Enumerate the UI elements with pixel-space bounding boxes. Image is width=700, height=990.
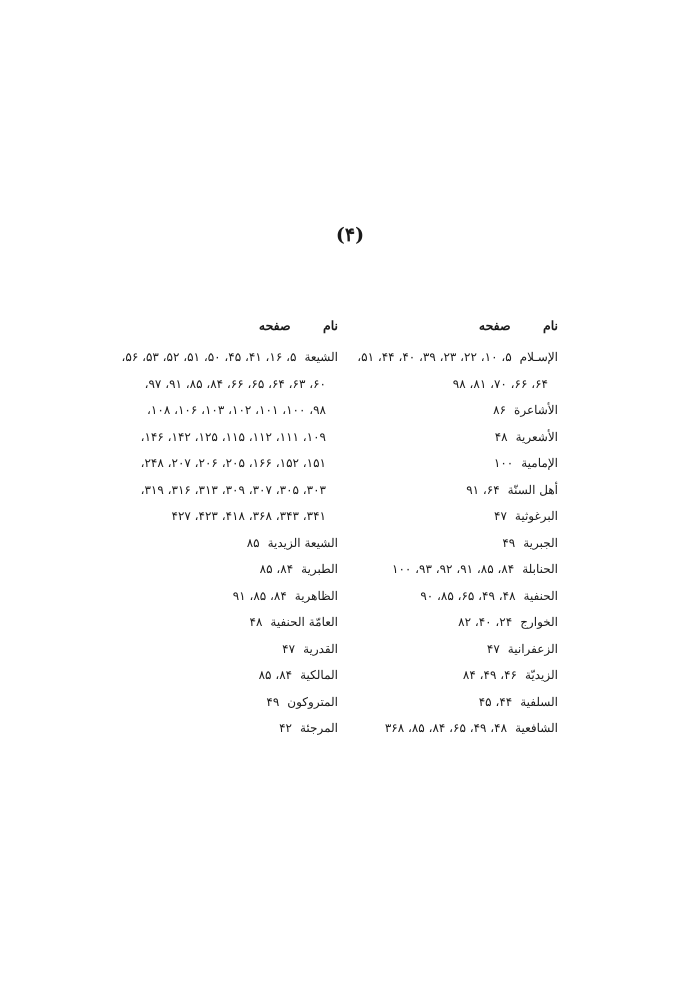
entry-pages: ۶۰، ۶۳، ۶۴، ۶۵، ۶۶، ۸۴، ۸۵، ۹۱، ۹۷، — [144, 376, 326, 391]
index-entry — [128, 636, 338, 663]
entry-pages: ۸۴، ۸۵ — [258, 668, 293, 682]
entry-term: الإسـلام — [519, 350, 558, 364]
entry-term: الظاهرية — [294, 588, 338, 603]
index-entry — [328, 477, 558, 504]
entry-pages: ۴۷ — [494, 509, 507, 523]
index-entry — [128, 530, 338, 557]
entry-pages: ۸۴، ۸۵، ۹۱، ۹۲، ۹۳، ۱۰۰ — [392, 562, 515, 576]
entry-term: الجبرية — [523, 535, 558, 550]
index-column-right — [328, 318, 558, 742]
entry-pages: ۴۶، ۴۹، ۸۴ — [462, 668, 517, 682]
entry-pages: ۵، ۱۶، ۴۱، ۴۵، ۵۰، ۵۱، ۵۲، ۵۳، ۵۶، — [121, 350, 297, 364]
entry-pages: ۸۴، ۸۵ — [259, 562, 294, 576]
header-name: نام — [322, 318, 338, 333]
index-entry-continuation — [128, 503, 338, 530]
entry-pages: ۸۴، ۸۵، ۹۱ — [232, 588, 287, 603]
index-entry — [328, 344, 558, 371]
entry-term: الأشاعرة — [514, 403, 558, 417]
entry-pages: ۳۰۳، ۳۰۵، ۳۰۷، ۳۰۹، ۳۱۳، ۳۱۶، ۳۱۹، — [140, 482, 326, 497]
entry-pages: ۴۷ — [486, 641, 500, 656]
index-entry — [128, 689, 338, 716]
entry-pages: ۳۴۱، ۳۴۳، ۳۶۸، ۴۱۸، ۴۲۳، ۴۲۷ — [171, 509, 326, 523]
entry-pages: ۴۴، ۴۵ — [478, 694, 513, 709]
index-entries — [121, 344, 338, 742]
index-entries — [328, 344, 558, 742]
entry-pages: ۴۲ — [279, 721, 292, 735]
index-entry-continuation — [128, 424, 338, 451]
entry-term: المالكية — [300, 668, 338, 682]
entry-term: البرغوثية — [514, 509, 558, 523]
entry-term: العامّة الحنفية — [270, 615, 338, 629]
entry-pages: ۶۴، ۹۱ — [466, 482, 500, 497]
page-number: (۴) — [335, 224, 365, 246]
entry-term: الزعفرانية — [507, 641, 558, 656]
entry-pages: ۸۵ — [246, 535, 260, 550]
index-entry-continuation — [128, 450, 338, 477]
index-entry-continuation — [128, 477, 338, 504]
index-entry — [328, 636, 558, 663]
index-entry — [328, 689, 558, 716]
entry-pages: ۸۶ — [493, 403, 507, 417]
entry-term: الحنابلة — [522, 562, 558, 576]
index-entry — [328, 424, 558, 451]
index-entry — [328, 715, 558, 742]
index-entry-continuation — [128, 397, 338, 424]
entry-pages: ۴۸ — [249, 615, 263, 629]
entry-term: الزيديّة — [524, 668, 558, 682]
entry-term: الشافعية — [515, 721, 558, 735]
index-entry — [121, 344, 338, 371]
entry-term: السلفية — [520, 694, 558, 709]
entry-pages: ۴۹ — [502, 535, 516, 550]
index-entry — [128, 662, 338, 689]
entry-pages: ۴۷ — [282, 641, 296, 656]
index-entry — [128, 715, 338, 742]
index-entry — [128, 609, 338, 636]
entry-term: الإمامية — [521, 456, 558, 470]
entry-pages: ۴۹ — [266, 694, 280, 709]
entry-term: المتروكون — [287, 694, 338, 709]
column-header — [128, 318, 338, 340]
entry-pages: ۹۸، ۱۰۰، ۱۰۱، ۱۰۲، ۱۰۳، ۱۰۶، ۱۰۸، — [147, 403, 326, 417]
entry-pages: ۱۵۱، ۱۵۲، ۱۶۶، ۲۰۵، ۲۰۶، ۲۰۷، ۲۴۸، — [140, 456, 326, 470]
entry-pages: ۴۸، ۴۹، ۶۵، ۸۴، ۸۵، ۳۶۸ — [384, 721, 508, 735]
entry-pages: ۶۴، ۶۶، ۷۰، ۸۱، ۹۸ — [452, 376, 548, 391]
header-page: صفحه — [478, 318, 511, 333]
entry-term: الشيعة — [304, 350, 338, 364]
index-entry — [128, 583, 338, 610]
entry-pages: ۲۴، ۴۰، ۸۲ — [458, 615, 513, 629]
entry-pages: ۴۸، ۴۹، ۶۵، ۸۵، ۹۰ — [420, 588, 516, 603]
entry-pages: ۱۰۹، ۱۱۱، ۱۱۲، ۱۱۵، ۱۲۵، ۱۴۲، ۱۴۶، — [140, 429, 326, 444]
index-entry — [328, 530, 558, 557]
index-entry-continuation — [328, 371, 558, 398]
index-entry — [328, 556, 558, 583]
entry-term: المرجئة — [299, 721, 338, 735]
entry-term: الخوارج — [520, 615, 558, 629]
header-name: نام — [542, 318, 558, 333]
index-entry — [128, 556, 338, 583]
index-entry — [328, 503, 558, 530]
index-entry-continuation — [128, 371, 338, 398]
header-page: صفحه — [258, 318, 291, 333]
entry-term: الأشعرية — [515, 429, 558, 444]
entry-pages: ۱۰۰ — [493, 456, 514, 470]
entry-term: القدرية — [303, 641, 338, 656]
entry-term: الطبرية — [301, 562, 338, 576]
index-entry — [328, 450, 558, 477]
entry-term: الحنفية — [523, 588, 558, 603]
entry-pages: ۵، ۱۰، ۲۲، ۲۳، ۳۹، ۴۰، ۴۴، ۵۱، — [357, 350, 512, 364]
index-column-left — [121, 318, 338, 742]
column-header — [328, 318, 558, 340]
entry-term: أهل السنّة — [507, 482, 558, 497]
index-entry — [328, 583, 558, 610]
entry-term: الشيعة الزيدية — [267, 535, 338, 550]
index-entry — [328, 609, 558, 636]
entry-pages: ۴۸ — [494, 429, 508, 444]
index-entry — [328, 397, 558, 424]
index-entry — [328, 662, 558, 689]
